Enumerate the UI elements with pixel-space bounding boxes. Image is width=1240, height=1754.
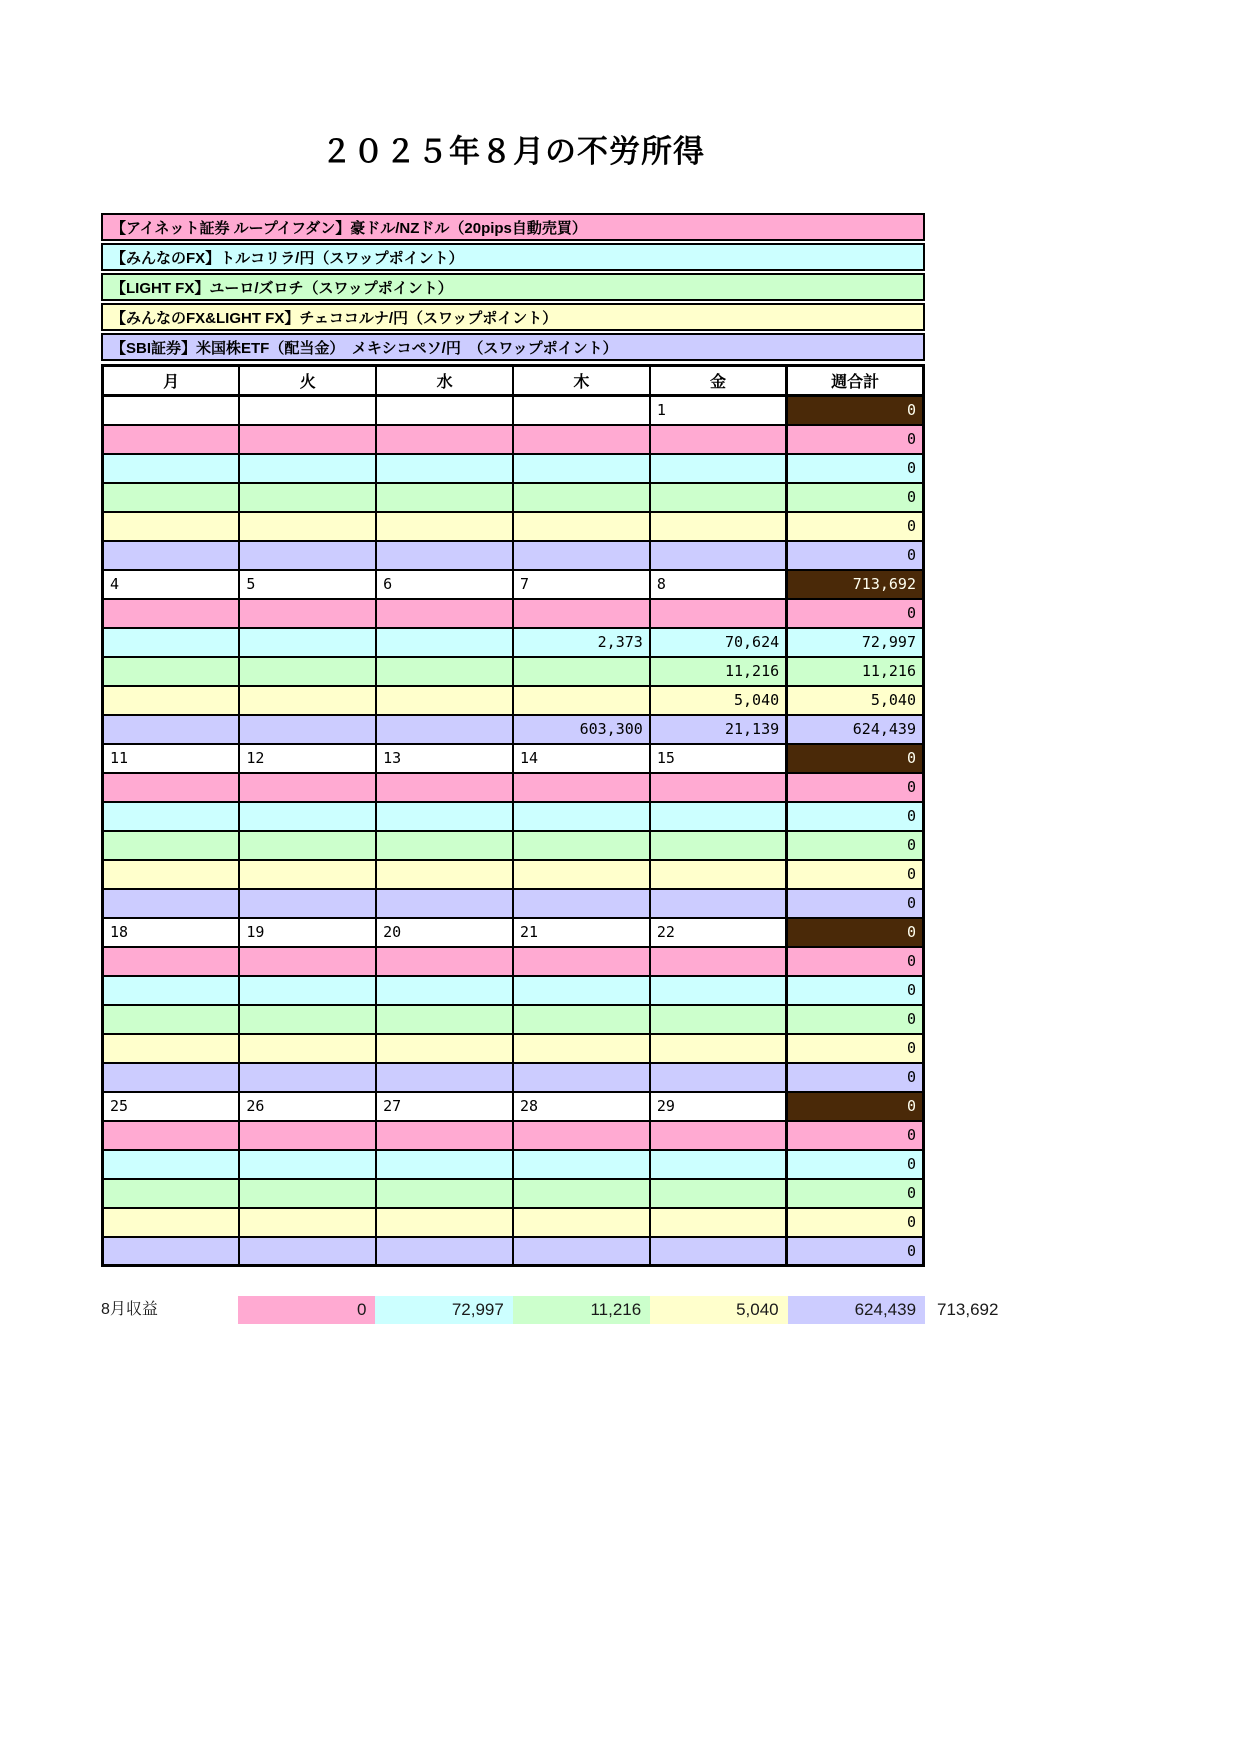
value-cell [103,1237,240,1266]
value-cell [650,425,787,454]
value-cell [103,541,240,570]
weekday-header: 木 [513,366,650,396]
week-2-row-minna-fx-try-jpy [103,628,924,657]
value-cell [239,976,376,1005]
category-week-total-cell: 0 [787,1063,924,1092]
day-cell: 14 [513,744,650,773]
value-cell [239,860,376,889]
week-3-row-minna-fx-try-jpy [103,802,924,831]
day-cell: 7 [513,570,650,599]
value-cell [239,425,376,454]
legend-row-sbi-us-etf-mxn-jpy [101,333,925,361]
value-cell [376,1179,513,1208]
week-1-day-row [103,396,924,425]
day-cell: 4 [103,570,240,599]
value-cell [103,947,240,976]
category-week-total-cell: 0 [787,483,924,512]
category-week-total-cell: 0 [787,831,924,860]
category-week-total-cell: 0 [787,1237,924,1266]
value-cell [239,947,376,976]
income-source-legend [101,213,925,363]
income-calendar-table [101,364,925,1267]
category-week-total-cell: 0 [787,1208,924,1237]
value-cell [650,831,787,860]
value-cell [239,715,376,744]
calendar-header-row [103,366,924,396]
value-cell [376,1208,513,1237]
week-1-row-light-fx-eur-pln [103,483,924,512]
category-week-total-cell: 624,439 [787,715,924,744]
value-cell [513,483,650,512]
value-cell [513,541,650,570]
value-cell [376,1237,513,1266]
legend-row-minna-fx-try-jpy [101,243,925,271]
value-cell [513,686,650,715]
value-cell [513,425,650,454]
value-cell [239,483,376,512]
day-cell: 20 [376,918,513,947]
value-cell [103,1005,240,1034]
week-4-row-sbi-us-etf-mxn-jpy [103,1063,924,1092]
week-5-row-minna-fx-try-jpy [103,1150,924,1179]
week-1-row-minna-light-fx-czk-jpy [103,512,924,541]
week-4-day-row [103,918,924,947]
legend-label: 【みんなのFX】トルコリラ/円（スワップポイント） [111,249,464,267]
value-cell [239,454,376,483]
value-cell [513,889,650,918]
value-cell: 11,216 [650,657,787,686]
week-5-day-row [103,1092,924,1121]
value-cell [376,599,513,628]
value-cell [103,686,240,715]
week-1-row-ainet-loop-ifdone [103,425,924,454]
category-week-total-cell: 0 [787,454,924,483]
week-4-row-minna-light-fx-czk-jpy [103,1034,924,1063]
value-cell [376,454,513,483]
value-cell [239,1121,376,1150]
day-cell: 28 [513,1092,650,1121]
value-cell [650,483,787,512]
legend-label: 【みんなのFX&LIGHT FX】チェココルナ/円（スワップポイント） [111,309,558,327]
value-cell [513,1150,650,1179]
value-cell [650,889,787,918]
week-3-row-sbi-us-etf-mxn-jpy [103,889,924,918]
category-week-total-cell: 0 [787,1034,924,1063]
value-cell [239,1208,376,1237]
day-cell [103,396,240,425]
value-cell [513,1121,650,1150]
weekday-header: 月 [103,366,240,396]
category-week-total-cell: 0 [787,1150,924,1179]
value-cell [513,454,650,483]
week-total-header: 週合計 [787,366,924,396]
category-week-total-cell: 0 [787,947,924,976]
value-cell [103,1150,240,1179]
week-1-row-sbi-us-etf-mxn-jpy [103,541,924,570]
category-week-total-cell: 72,997 [787,628,924,657]
value-cell [103,657,240,686]
category-week-total-cell: 0 [787,1179,924,1208]
category-week-total-cell: 0 [787,889,924,918]
week-2-row-light-fx-eur-pln [103,657,924,686]
value-cell [103,454,240,483]
day-cell: 5 [239,570,376,599]
week-3-row-ainet-loop-ifdone [103,773,924,802]
value-cell [239,657,376,686]
value-cell [376,657,513,686]
week-1-row-minna-fx-try-jpy [103,454,924,483]
day-cell: 12 [239,744,376,773]
value-cell [239,1150,376,1179]
value-cell [513,1208,650,1237]
week-4-row-light-fx-eur-pln [103,1005,924,1034]
week-4-row-minna-fx-try-jpy [103,976,924,1005]
value-cell [650,976,787,1005]
value-cell [239,1063,376,1092]
value-cell [513,860,650,889]
day-cell: 21 [513,918,650,947]
category-week-total-cell: 0 [787,599,924,628]
category-week-total-cell: 0 [787,1005,924,1034]
value-cell [376,947,513,976]
value-cell [103,976,240,1005]
value-cell [513,599,650,628]
summary-label: 8月収益 [101,1301,158,1318]
week-2-row-sbi-us-etf-mxn-jpy [103,715,924,744]
day-cell [239,396,376,425]
value-cell [103,425,240,454]
week-5-row-ainet-loop-ifdone [103,1121,924,1150]
value-cell [239,1005,376,1034]
value-cell [376,976,513,1005]
value-cell [239,599,376,628]
category-week-total-cell: 11,216 [787,657,924,686]
week-total-cell: 0 [787,396,924,425]
category-week-total-cell: 0 [787,802,924,831]
value-cell: 603,300 [513,715,650,744]
value-cell [239,831,376,860]
day-cell: 22 [650,918,787,947]
legend-label: 【アイネット証券 ループイフダン】豪ドル/NZドル（20pips自動売買） [111,219,587,237]
week-total-cell: 0 [787,918,924,947]
value-cell [650,1034,787,1063]
value-cell [239,628,376,657]
week-2-day-row [103,570,924,599]
value-cell [650,1005,787,1034]
day-cell: 1 [650,396,787,425]
weekday-header: 火 [239,366,376,396]
value-cell: 5,040 [650,686,787,715]
value-cell [376,541,513,570]
category-week-total-cell: 0 [787,773,924,802]
value-cell: 21,139 [650,715,787,744]
category-week-total-cell: 0 [787,1121,924,1150]
summary-total-minna-light-fx-czk-jpy: 5,040 [650,1296,787,1324]
category-week-total-cell: 0 [787,541,924,570]
value-cell [103,860,240,889]
legend-row-minna-light-fx-czk-jpy [101,303,925,331]
day-cell: 29 [650,1092,787,1121]
value-cell [650,1121,787,1150]
value-cell [650,773,787,802]
legend-row-light-fx-eur-pln [101,273,925,301]
value-cell [650,599,787,628]
value-cell [376,773,513,802]
value-cell [650,1063,787,1092]
value-cell [103,802,240,831]
legend-label: 【LIGHT FX】ユーロ/ズロチ（スワップポイント） [111,279,453,297]
value-cell [103,1179,240,1208]
value-cell [513,976,650,1005]
week-total-cell: 0 [787,744,924,773]
day-cell: 26 [239,1092,376,1121]
week-2-row-ainet-loop-ifdone [103,599,924,628]
value-cell [103,628,240,657]
value-cell [376,715,513,744]
day-cell: 6 [376,570,513,599]
value-cell [376,1034,513,1063]
value-cell [376,483,513,512]
value-cell [103,715,240,744]
day-cell: 13 [376,744,513,773]
value-cell [103,512,240,541]
value-cell [103,831,240,860]
weekday-header: 金 [650,366,787,396]
value-cell [239,1237,376,1266]
day-cell: 11 [103,744,240,773]
summary-category-totals [238,1296,925,1324]
value-cell [376,425,513,454]
value-cell [103,773,240,802]
value-cell: 2,373 [513,628,650,657]
legend-row-ainet-loop-ifdone [101,213,925,241]
value-cell [513,1034,650,1063]
value-cell [103,1121,240,1150]
summary-total-light-fx-eur-pln: 11,216 [513,1296,650,1324]
day-cell [376,396,513,425]
value-cell [650,541,787,570]
value-cell [103,1034,240,1063]
value-cell [239,1179,376,1208]
value-cell [513,1179,650,1208]
week-5-row-sbi-us-etf-mxn-jpy [103,1237,924,1266]
value-cell [103,1063,240,1092]
day-cell: 15 [650,744,787,773]
value-cell [103,599,240,628]
week-2-row-minna-light-fx-czk-jpy [103,686,924,715]
value-cell [376,1121,513,1150]
summary-total-minna-fx-try-jpy: 72,997 [375,1296,512,1324]
day-cell: 19 [239,918,376,947]
week-total-cell: 713,692 [787,570,924,599]
week-3-day-row [103,744,924,773]
value-cell [239,1034,376,1063]
value-cell [239,802,376,831]
value-cell [103,889,240,918]
value-cell [376,831,513,860]
week-4-row-ainet-loop-ifdone [103,947,924,976]
value-cell [239,512,376,541]
category-week-total-cell: 0 [787,860,924,889]
value-cell [513,657,650,686]
week-3-row-light-fx-eur-pln [103,831,924,860]
summary-total-ainet-loop-ifdone: 0 [238,1296,375,1324]
summary-total-sbi-us-etf-mxn-jpy: 624,439 [788,1296,925,1324]
value-cell [513,947,650,976]
value-cell [650,1237,787,1266]
value-cell [650,1208,787,1237]
value-cell [513,1063,650,1092]
week-5-row-minna-light-fx-czk-jpy [103,1208,924,1237]
value-cell [376,1063,513,1092]
value-cell [376,889,513,918]
value-cell [239,889,376,918]
legend-label: 【SBI証券】米国株ETF（配当金） メキシコペソ/円 （スワップポイント） [111,339,618,357]
week-5-row-light-fx-eur-pln [103,1179,924,1208]
value-cell [513,1237,650,1266]
day-cell: 27 [376,1092,513,1121]
weekday-header: 水 [376,366,513,396]
value-cell [650,802,787,831]
value-cell [513,773,650,802]
monthly-grand-total: 713,692 [937,1300,999,1319]
day-cell: 25 [103,1092,240,1121]
week-3-row-minna-light-fx-czk-jpy [103,860,924,889]
value-cell [650,860,787,889]
page-title: ２０２５年８月の不労所得 [321,134,705,169]
category-week-total-cell: 5,040 [787,686,924,715]
value-cell [376,512,513,541]
value-cell [513,512,650,541]
value-cell [513,802,650,831]
value-cell [513,1005,650,1034]
value-cell [376,802,513,831]
value-cell [376,1005,513,1034]
value-cell [239,541,376,570]
monthly-summary-row [101,1296,1221,1324]
value-cell [376,686,513,715]
category-week-total-cell: 0 [787,512,924,541]
value-cell [650,454,787,483]
day-cell: 18 [103,918,240,947]
value-cell [513,831,650,860]
value-cell [650,512,787,541]
value-cell [650,947,787,976]
value-cell [239,686,376,715]
category-week-total-cell: 0 [787,976,924,1005]
day-cell [513,396,650,425]
value-cell [239,773,376,802]
week-total-cell: 0 [787,1092,924,1121]
category-week-total-cell: 0 [787,425,924,454]
value-cell [103,1208,240,1237]
value-cell [650,1150,787,1179]
day-cell: 8 [650,570,787,599]
value-cell [376,1150,513,1179]
value-cell [650,1179,787,1208]
value-cell: 70,624 [650,628,787,657]
value-cell [103,483,240,512]
value-cell [376,860,513,889]
value-cell [376,628,513,657]
